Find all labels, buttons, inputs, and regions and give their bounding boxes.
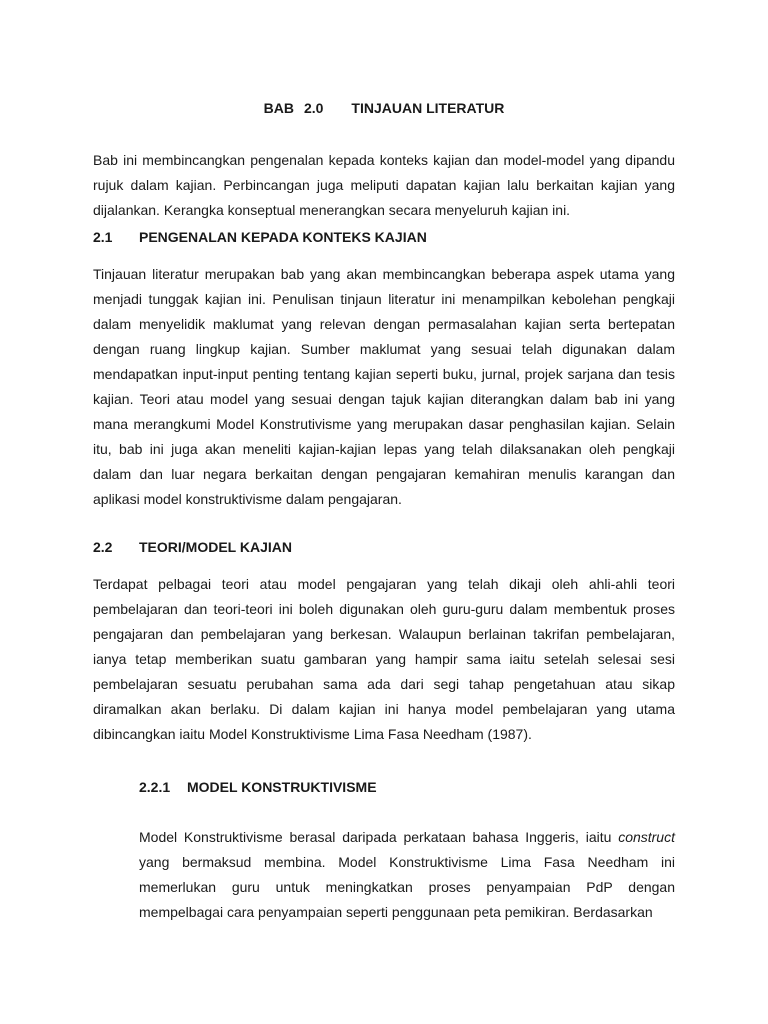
chapter-number: 2.0 <box>303 100 324 116</box>
paragraph-text-continued: yang bermaksud membina. Model Konstruktivisme Lima Fasa Needham ini memerlukan guru untuk meningkatkan proses penyampaian PdP dengan mempelbagai cara penyampaian seperti penggunaan peta pemikiran. Berdasarkan <box>139 854 675 920</box>
italic-term: construct <box>618 829 675 845</box>
paragraph-text: Model Konstruktivisme berasal daripada perkataan bahasa Inggeris, iaitu <box>139 829 619 845</box>
chapter-title <box>0 100 768 116</box>
section-number: 2.2 <box>93 539 113 555</box>
section-2-2-paragraph: Terdapat pelbagai teori atau model pengajaran yang telah dikaji oleh ahli-ahli teori pembelajaran dan teori-teori ini boleh digunakan oleh guru-guru dalam membentuk proses pengajaran dan pembelajaran yang berkesan. Walaupun berlainan takrifan pembelajaran, ianya tetap memberikan suatu gambaran yang hampir sama iaitu setelah selesai sesi pembelajaran sesuatu perubahan sama ada dari segi tahap pengetahuan atau sikap diramalkan akan berlaku. Di dalam kajian ini hanya model pembelajaran yang utama dibincangkan iaitu Model Konstruktivisme Lima Fasa Needham (1987). <box>93 576 675 742</box>
section-2-1-paragraph: Tinjauan literatur merupakan bab yang akan membincangkan beberapa aspek utama yang menjadi tunggak kajian ini. Penulisan tinjaun literatur ini menampilkan kebolehan pengkaji dalam menyelidik maklumat yang relevan dengan permasalahan kajian serta bertepatan dengan ruang lingkup kajian. Sumber maklumat yang sesuai telah digunakan dalam mendapatkan input-input penting tentang kajian seperti buku, jurnal, projek sarjana dan tesis kajian. Teori atau model yang sesuai dengan tajuk kajian diterangkan dalam bab ini yang mana merangkumi Model Konstrutivisme yang merupakan dasar penghasilan kajian. Selain itu, bab ini juga akan meneliti kajian-kajian lepas yang telah dilaksanakan oleh pengkaji dalam dan luar negara berkaitan dengan pengajaran kemahiran menulis karangan dan aplikasi model konstruktivisme dalam pengajaran. <box>93 266 675 507</box>
section-title: TEORI/MODEL KAJIAN <box>139 539 292 555</box>
section-2-2-1-paragraph <box>139 825 675 925</box>
section-number: 2.1 <box>93 229 113 245</box>
section-title: PENGENALAN KEPADA KONTEKS KAJIAN <box>139 229 427 245</box>
section-number: 2.2.1 <box>139 779 171 795</box>
chapter-label-text: BAB <box>263 100 294 116</box>
section-title: MODEL KONSTRUKTIVISME <box>187 779 377 795</box>
chapter-label <box>264 100 324 116</box>
chapter-title-text: TINJAUAN LITERATUR <box>351 100 505 116</box>
intro-paragraph: Bab ini membincangkan pengenalan kepada konteks kajian dan model-model yang dipandu rujuk dalam kajian. Perbincangan juga meliputi dapatan kajian lalu berkaitan kajian yang dijalankan. Kerangka konseptual menerangkan secara menyeluruh kajian ini. <box>93 152 675 218</box>
